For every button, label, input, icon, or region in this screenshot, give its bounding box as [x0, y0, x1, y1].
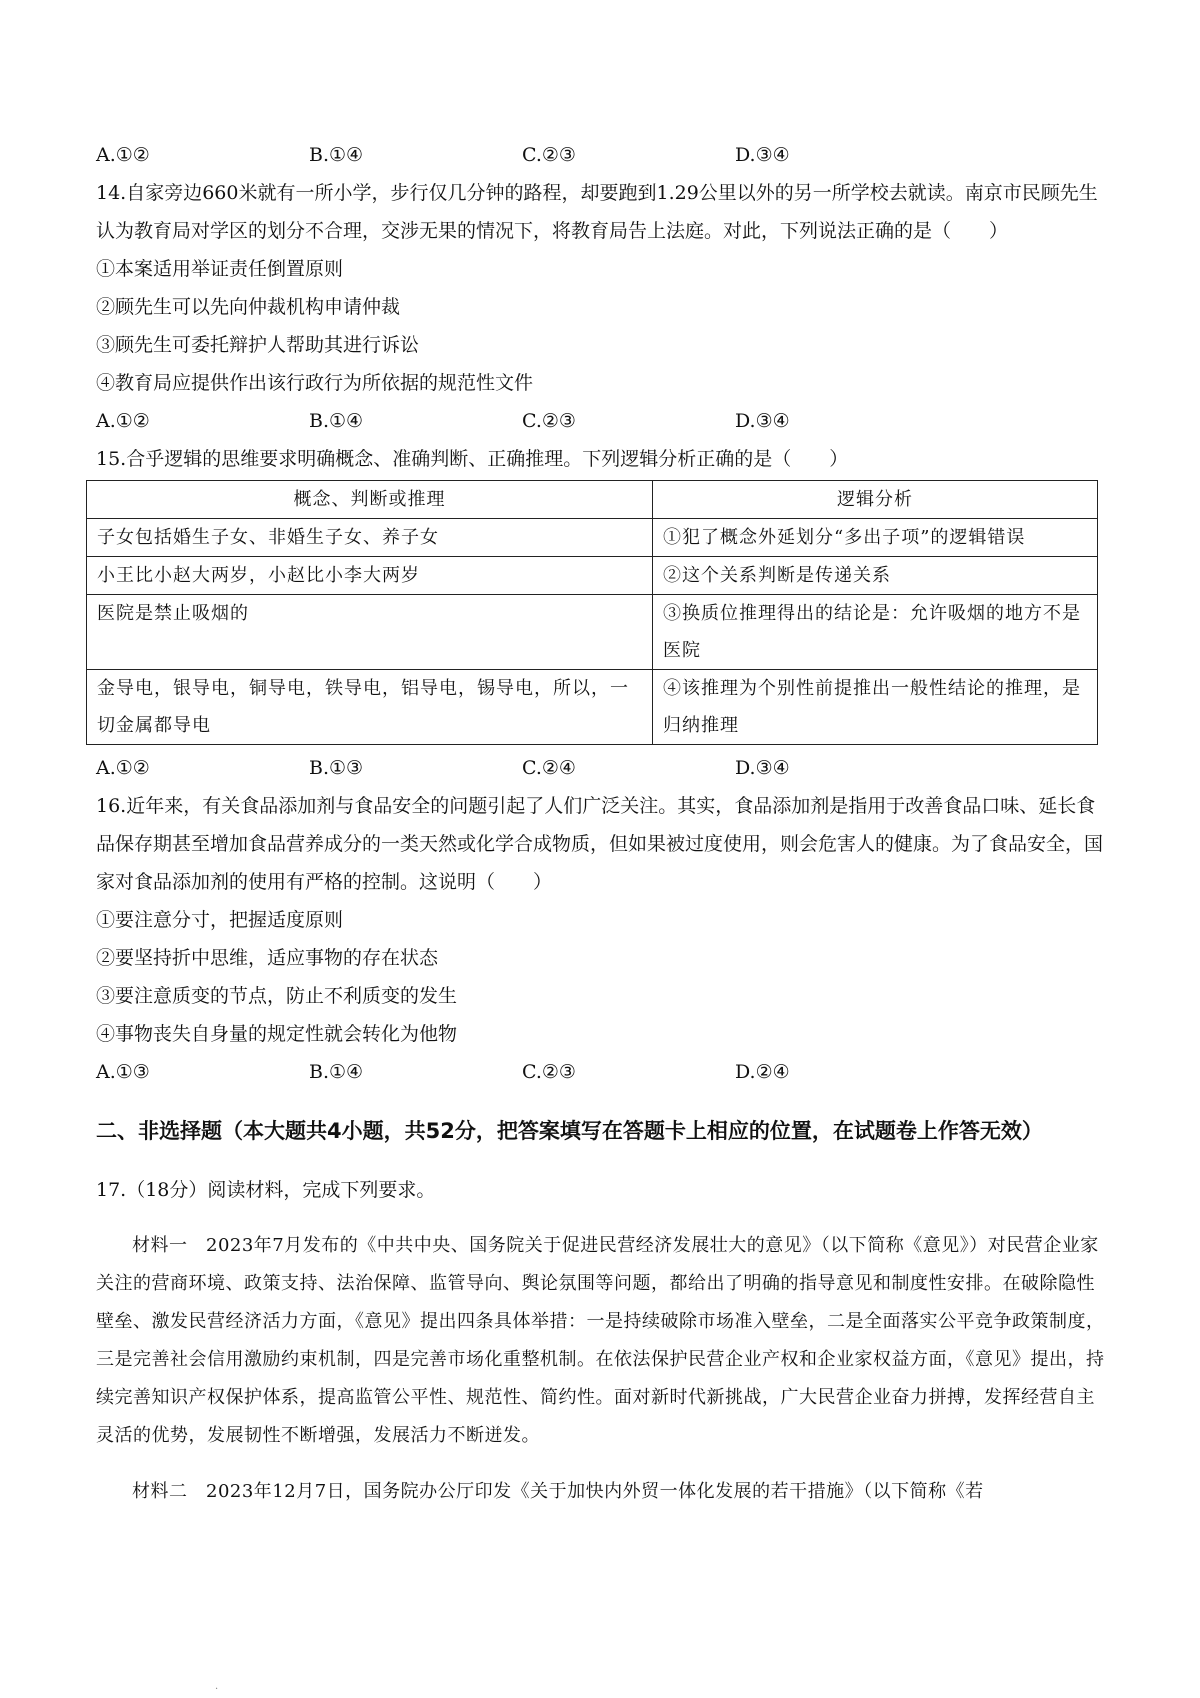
option-c: C.②③ — [522, 1061, 576, 1083]
option-b: B.①③ — [309, 757, 364, 779]
table-cell: ②这个关系判断是传递关系 — [653, 557, 1098, 595]
q15-stem: 15.合乎逻辑的思维要求明确概念、准确判断、正确推理。下列逻辑分析正确的是（ ） — [96, 448, 849, 470]
q15-logic-table — [86, 480, 1098, 745]
table-row — [87, 595, 1098, 670]
option-c: C.②④ — [522, 757, 576, 779]
section-heading: 二、非选择题（本大题共4小题，共52分，把答案填写在答题卡上相应的位置，在试题卷上作答无效） — [96, 1119, 1043, 1143]
option-b: B.①④ — [309, 410, 364, 432]
table-cell: ④该推理为个别性前提推出一般性结论的推理，是归纳推理 — [653, 670, 1098, 745]
exam-content — [96, 136, 1108, 1529]
option-b: B.①④ — [309, 1061, 364, 1083]
option-d: D.③④ — [735, 144, 790, 166]
option-a: A.①② — [96, 144, 150, 166]
option-a: A.①② — [96, 410, 150, 432]
q16-item-3: ③要注意质变的节点，防止不利质变的发生 — [96, 985, 458, 1007]
q17-material-1: 材料一 2023年7月发布的《中共中央、国务院关于促进民营经济发展壮大的意见》（以下简称《意见》）对民营企业家关注的营商环境、政策支持、法治保障、监管导向、舆论氛围等问题，都给出了明确的指导意见和制度性安排。在破除隐性壁垒、激发民营经济活力方面，《意见》提出四条具体举措：一是持续破除市场准入壁垒，二是全面落实公平竞争政策制度，三是完善社会信用激励约束机制，四是完善市场化重整机制。在依法保护民营企业产权和企业家权益方面，《意见》提出，持续完善知识产权保护体系，提高监管公平性、规范性、简约性。面对新时代新挑战，广大民营企业奋力拼搏，发挥经营自主灵活的优势，发展韧性不断增强，发展活力不断迸发。 — [96, 1235, 1105, 1446]
q16-item-2: ②要坚持折中思维，适应事物的存在状态 — [96, 947, 439, 969]
q17-material-2: 材料二 2023年12月7日，国务院办公厅印发《关于加快内外贸一体化发展的若干措施》（以下简称《若 — [132, 1481, 984, 1502]
table-cell: 小王比小赵大两岁，小赵比小李大两岁 — [87, 557, 653, 595]
option-c: C.②③ — [522, 144, 576, 166]
table-cell: ①犯了概念外延划分“多出子项”的逻辑错误 — [653, 519, 1098, 557]
option-c: C.②③ — [522, 410, 576, 432]
table-header-row — [87, 481, 1098, 519]
q15-options — [96, 749, 1108, 787]
q17-stem: 17.（18分）阅读材料，完成下列要求。 — [96, 1179, 436, 1201]
option-a: A.①③ — [96, 1061, 150, 1083]
table-row — [87, 557, 1098, 595]
q14-item-2: ②顾先生可以先向仲裁机构申请仲裁 — [96, 296, 401, 318]
q13-options — [96, 136, 1108, 174]
q14-item-4: ④教育局应提供作出该行政行为所依据的规范性文件 — [96, 372, 534, 394]
option-b: B.①④ — [309, 144, 364, 166]
footer-mark: · — [215, 1684, 219, 1695]
option-d: D.③④ — [735, 410, 790, 432]
q16-options — [96, 1053, 1108, 1091]
q14-stem: 14.自家旁边660米就有一所小学，步行仅几分钟的路程，却要跑到1.29公里以外的另一所学校去就读。南京市民顾先生认为教育局对学区的划分不合理，交涉无果的情况下，将教育局告上法庭。对此，下列说法正确的是（ ） — [96, 182, 1098, 242]
table-cell: 金导电，银导电，铜导电，铁导电，铝导电，锡导电，所以，一切金属都导电 — [87, 670, 653, 745]
table-cell: 子女包括婚生子女、非婚生子女、养子女 — [87, 519, 653, 557]
option-d: D.②④ — [735, 1061, 790, 1083]
table-header: 逻辑分析 — [653, 481, 1098, 519]
option-a: A.①② — [96, 757, 150, 779]
option-d: D.③④ — [735, 757, 790, 779]
q16-item-4: ④事物丧失自身量的规定性就会转化为他物 — [96, 1023, 458, 1045]
table-row — [87, 519, 1098, 557]
table-row — [87, 670, 1098, 745]
table-header: 概念、判断或推理 — [87, 481, 653, 519]
q14-options — [96, 402, 1108, 440]
q14-item-1: ①本案适用举证责任倒置原则 — [96, 258, 344, 280]
q14-item-3: ③顾先生可委托辩护人帮助其进行诉讼 — [96, 334, 420, 356]
table-cell: 医院是禁止吸烟的 — [87, 595, 653, 670]
q16-stem: 16.近年来，有关食品添加剂与食品安全的问题引起了人们广泛关注。其实，食品添加剂是指用于改善食品口味、延长食品保存期甚至增加食品营养成分的一类天然或化学合成物质，但如果被过度使用，则会危害人的健康。为了食品安全，国家对食品添加剂的使用有严格的控制。这说明（ ） — [96, 795, 1104, 893]
table-cell: ③换质位推理得出的结论是：允许吸烟的地方不是医院 — [653, 595, 1098, 670]
q16-item-1: ①要注意分寸，把握适度原则 — [96, 909, 344, 931]
